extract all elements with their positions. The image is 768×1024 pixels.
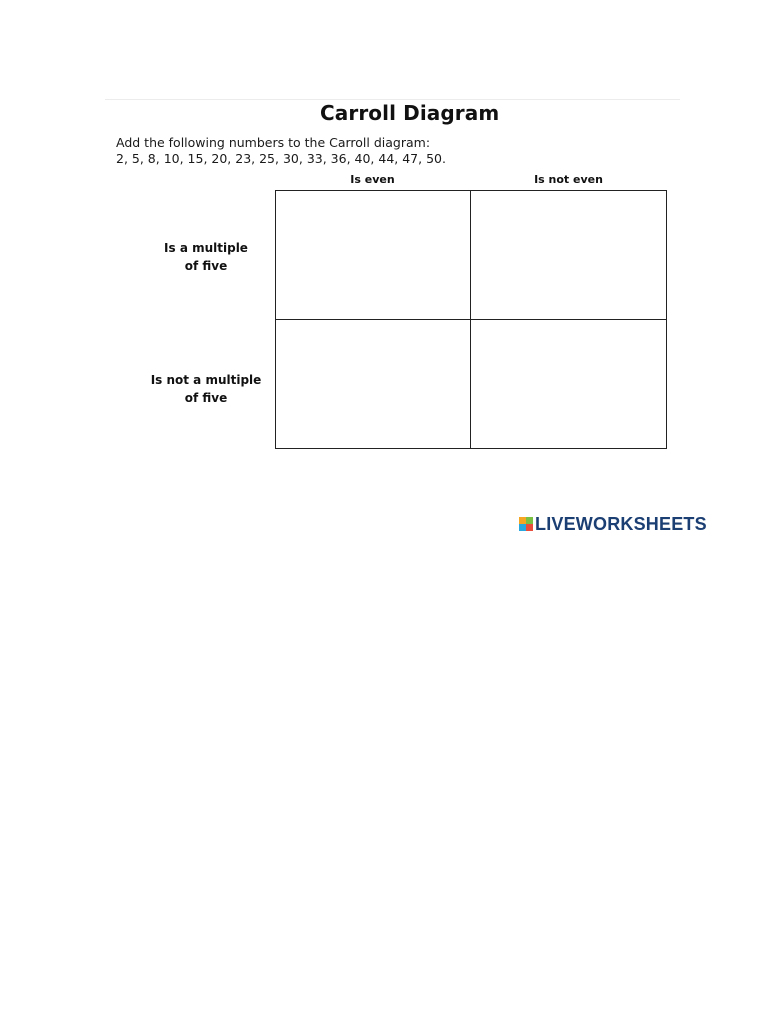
cell-not-even-not-multiple-of-five[interactable] bbox=[471, 320, 666, 448]
logo-square bbox=[519, 517, 526, 524]
logo-square bbox=[519, 524, 526, 531]
cell-even-multiple-of-five[interactable] bbox=[276, 191, 471, 320]
carroll-grid bbox=[275, 190, 667, 449]
instruction-text bbox=[116, 135, 446, 167]
number-list: 2, 5, 8, 10, 15, 20, 23, 25, 30, 33, 36, 40, 44, 47, 50. bbox=[116, 151, 446, 166]
logo-square bbox=[526, 517, 533, 524]
row-header-line: of five bbox=[184, 391, 228, 405]
row-header-not-multiple-of-five bbox=[140, 371, 272, 407]
row-header-multiple-of-five bbox=[140, 239, 272, 275]
column-header-is-not-even: Is not even bbox=[534, 173, 603, 186]
row-header-line: of five bbox=[184, 259, 228, 273]
cell-not-even-multiple-of-five[interactable] bbox=[471, 191, 666, 320]
instruction-line-1: Add the following numbers to the Carroll diagram: bbox=[116, 135, 431, 150]
row-header-line: Is a multiple bbox=[164, 241, 248, 255]
worksheet-title: Carroll Diagram bbox=[320, 101, 500, 125]
liveworksheets-logo bbox=[519, 512, 707, 536]
logo-text: LIVEWORKSHEETS bbox=[535, 513, 707, 534]
column-header-is-even: Is even bbox=[350, 173, 395, 186]
row-header-line: Is not a multiple bbox=[150, 373, 262, 387]
cell-even-not-multiple-of-five[interactable] bbox=[276, 320, 471, 448]
top-divider bbox=[105, 99, 680, 100]
logo-square bbox=[526, 524, 533, 531]
logo-mark-icon bbox=[519, 517, 533, 531]
